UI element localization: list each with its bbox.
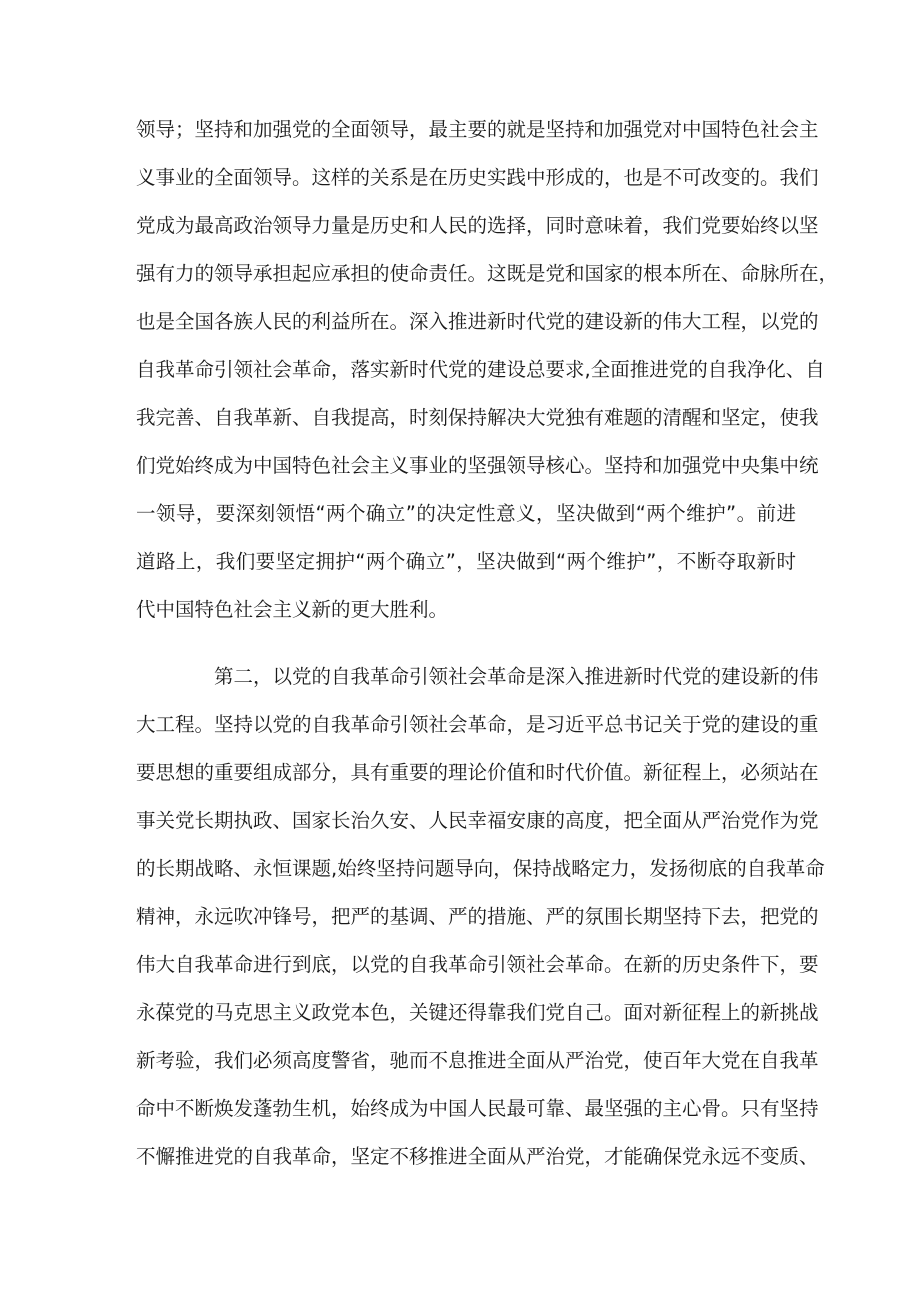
text-line: 的长期战略、永恒课题,始终坚持问题导向，保持战略定力，发扬彻底的自我革命	[136, 857, 825, 880]
text-line: 自我革命引领社会革命，落实新时代党的建设总要求,全面推进党的自我净化、自	[136, 358, 825, 381]
text-line: 新考验，我们必须高度警省，驰而不息推进全面从严治党，使百年大党在自我革	[136, 1049, 819, 1072]
text-line: 命中不断焕发蓬勃生机，始终成为中国人民最可靠、最坚强的主心骨。只有坚持	[136, 1097, 819, 1120]
text-line: 义事业的全面领导。这样的关系是在历史实践中形成的，也是不可改变的。我们	[136, 166, 819, 189]
text-line: 党成为最高政治领导力量是历史和人民的选择，同时意味着，我们党要始终以坚	[136, 214, 819, 237]
text-line: 要思想的重要组成部分，具有重要的理论价值和时代价值。新征程上，必须站在	[136, 761, 819, 784]
text-line: 不懈推进党的自我革命，坚定不移推进全面从严治党，才能确保党永远不变质、	[136, 1145, 819, 1168]
text-line: 伟大自我革命进行到底，以党的自我革命引领社会革命。在新的历史条件下，要	[136, 953, 819, 976]
text-line-indented: 第二，以党的自我革命引领社会革命是深入推进新时代党的建设新的伟	[214, 665, 819, 688]
text-line: 们党始终成为中国特色社会主义事业的坚强领导核心。坚持和加强党中央集中统	[136, 454, 819, 477]
text-line: 事关党长期执政、国家长治久安、人民幸福安康的高度，把全面从严治党作为党	[136, 809, 819, 832]
text-line: 我完善、自我革新、自我提高，时刻保持解决大党独有难题的清醒和坚定，使我	[136, 406, 819, 429]
text-line: 精神，永远吹冲锋号，把严的基调、严的措施、严的氛围长期坚持下去，把党的	[136, 905, 819, 928]
text-line: 道路上，我们要坚定拥护“两个确立”，坚决做到“两个维护”，不断夺取新时	[136, 550, 796, 573]
text-line: 代中国特色社会主义新的更大胜利。	[136, 598, 449, 621]
text-line: 领导；坚持和加强党的全面领导，最主要的就是坚持和加强党对中国特色社会主	[136, 118, 819, 141]
text-line: 一领导，要深刻领悟“两个确立”的决定性意义，坚决做到“两个维护”。前进	[136, 502, 796, 525]
text-line: 也是全国各族人民的利益所在。深入推进新时代党的建设新的伟大工程，以党的	[136, 310, 819, 333]
text-line: 永葆党的马克思主义政党本色，关键还得靠我们党自己。面对新征程上的新挑战	[136, 1001, 819, 1024]
text-line: 强有力的领导承担起应承担的使命责任。这既是党和国家的根本所在、命脉所在，	[136, 262, 839, 285]
text-line: 大工程。坚持以党的自我革命引领社会革命，是习近平总书记关于党的建设的重	[136, 713, 819, 736]
